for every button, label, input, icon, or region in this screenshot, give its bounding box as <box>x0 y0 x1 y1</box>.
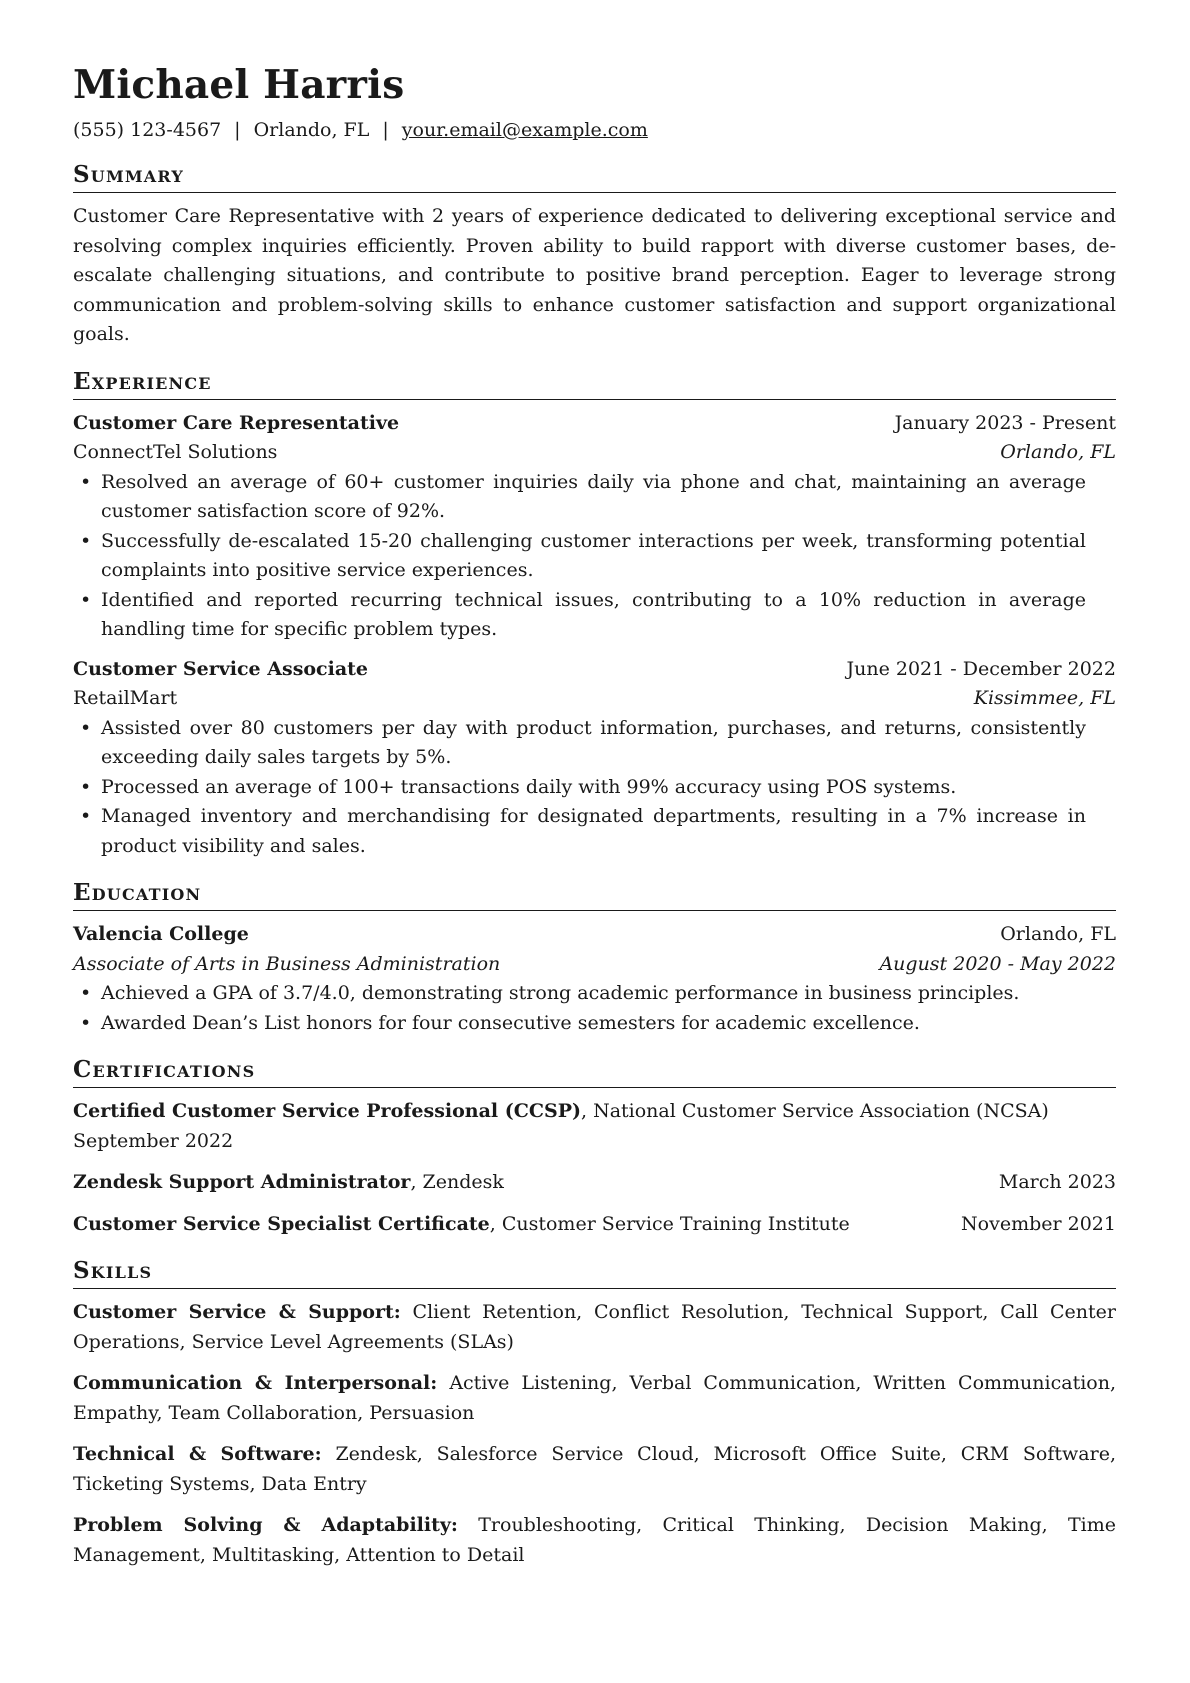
skill-group <box>73 1511 1116 1570</box>
certification-entry <box>73 1210 1116 1240</box>
job-company: ConnectTel Solutions <box>73 441 278 463</box>
bullet-item: • Processed an average of 100+ transactions daily with 99% accuracy using POS systems. <box>73 773 1116 803</box>
certification-issuer: , Customer Service Training Institute <box>489 1212 850 1235</box>
job-dates: January 2023 - Present <box>894 411 1116 434</box>
bullet-item: • Awarded Dean’s List honors for four consecutive semesters for academic excellence. <box>73 1009 1116 1039</box>
skill-group-items: Active Listening, Verbal Communication, Written Communication, Empathy, Team Collaboration, Persuasion <box>73 1372 1117 1424</box>
bullet-item: • Achieved a GPA of 3.7/4.0, demonstrating strong academic performance in business principles. <box>73 979 1116 1009</box>
certification-entry <box>73 1168 1116 1198</box>
contact-separator: | <box>234 119 241 141</box>
skills-heading: Skills <box>73 1256 1116 1289</box>
candidate-name: Michael Harris <box>73 62 405 108</box>
education-dates: August 2020 - May 2022 <box>879 952 1116 975</box>
bullet-item: • Successfully de-escalated 15-20 challenging customer interactions per week, transforming potential complaints into positive service experiences. <box>73 527 1116 586</box>
certification-name: Certified Customer Service Professional (CCSP) <box>73 1100 581 1122</box>
certification-name: Zendesk Support Administrator <box>73 1171 411 1193</box>
job-entry <box>73 409 1116 645</box>
education-section <box>73 878 1116 1038</box>
job-bullets <box>73 714 1116 862</box>
skill-group-items: Zendesk, Salesforce Service Cloud, Microsoft Office Suite, CRM Software, Ticketing Systems, Data Entry <box>73 1443 1116 1495</box>
certification-date: September 2022 <box>73 1129 234 1152</box>
email-link[interactable]: your.email@example.com <box>401 119 648 141</box>
certification-entry <box>73 1097 1116 1156</box>
certification-issuer: , Zendesk <box>410 1171 504 1193</box>
summary-section <box>73 160 1116 350</box>
phone-number: (555) 123-4567 <box>73 119 222 141</box>
job-bullets <box>73 468 1116 645</box>
summary-text: Customer Care Representative with 2 years of experience dedicated to delivering exceptional service and resolving complex inquiries efficiently. Proven ability to build rapport with diverse customer bases, de-escalate challenging situations, and contribute to positive brand perception. Eager to leverage strong communication and problem-solving skills to enhance customer satisfaction and support organizational goals. <box>73 205 1116 345</box>
experience-heading: Experience <box>73 367 1116 400</box>
certifications-heading: Certifications <box>73 1055 1116 1088</box>
skill-group <box>73 1440 1116 1499</box>
certification-date: November 2021 <box>961 1212 1116 1235</box>
job-company: RetailMart <box>73 687 178 709</box>
resume-page <box>73 62 1116 1570</box>
bullet-item: • Managed inventory and merchandising for designated departments, resulting in a 7% increase in product visibility and sales. <box>73 802 1116 861</box>
contact-separator: | <box>382 119 389 141</box>
education-heading: Education <box>73 878 1116 911</box>
location: Orlando, FL <box>253 119 370 141</box>
bullet-item: • Assisted over 80 customers per day with product information, purchases, and returns, consistently exceeding daily sales targets by 5%. <box>73 714 1116 773</box>
degree-name: Associate of Arts in Business Administration <box>73 952 501 975</box>
job-role: Customer Service Associate <box>73 657 369 680</box>
skill-group-label: Problem Solving & Adaptability: <box>73 1514 458 1536</box>
skill-group-items: Client Retention, Conflict Resolution, Technical Support, Call Center Operations, Service Level Agreements (SLAs) <box>73 1301 1116 1353</box>
certification-date: March 2023 <box>998 1171 1116 1193</box>
skill-group <box>73 1298 1116 1357</box>
school-name: Valencia College <box>73 923 249 945</box>
skill-group-items: Troubleshooting, Critical Thinking, Decision Making, Time Management, Multitasking, Attention to Detail <box>73 1514 1116 1566</box>
school-location: Orlando, FL <box>1000 923 1116 945</box>
job-entry <box>73 655 1116 862</box>
experience-section <box>73 367 1116 862</box>
skill-group-label: Customer Service & Support: <box>73 1301 401 1323</box>
bullet-item: • Resolved an average of 60+ customer inquiries daily via phone and chat, maintaining an average customer satisfaction score of 92%. <box>73 468 1116 527</box>
summary-heading: Summary <box>73 160 1116 193</box>
skill-group-label: Technical & Software: <box>73 1443 322 1465</box>
certification-name: Customer Service Specialist Certificate <box>73 1212 490 1235</box>
education-bullets <box>73 979 1116 1038</box>
certifications-section <box>73 1055 1116 1239</box>
job-location: Kissimmee, FL <box>973 687 1116 709</box>
job-role: Customer Care Representative <box>73 411 400 434</box>
contact-line <box>73 117 1116 143</box>
skills-section <box>73 1256 1116 1570</box>
job-dates: June 2021 - December 2022 <box>846 657 1116 680</box>
bullet-item: • Identified and reported recurring technical issues, contributing to a 10% reduction in average handling time for specific problem types. <box>73 586 1116 645</box>
skill-group <box>73 1369 1116 1428</box>
certification-issuer: , National Customer Service Association (NCSA) <box>580 1100 1049 1122</box>
job-location: Orlando, FL <box>1000 441 1116 463</box>
skill-group-label: Communication & Interpersonal: <box>73 1372 438 1394</box>
